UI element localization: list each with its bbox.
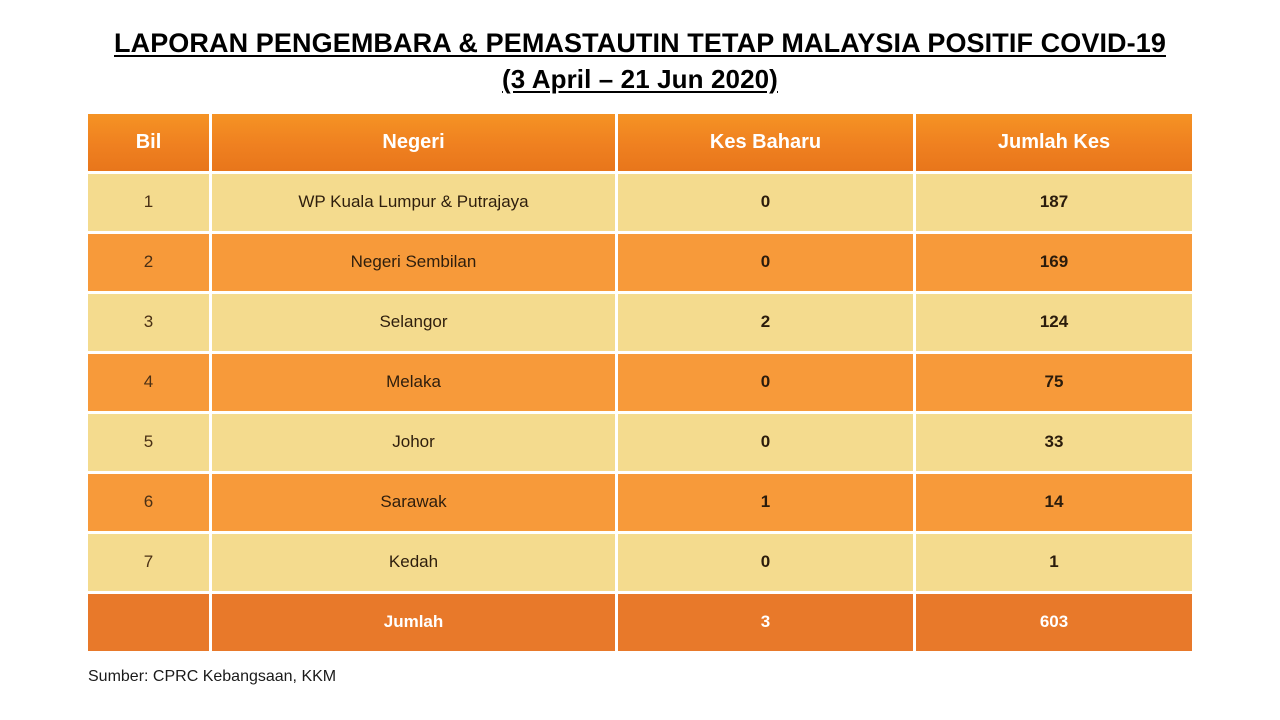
cell-bil: 2 <box>88 234 212 294</box>
cell-bil: 1 <box>88 174 212 234</box>
table-header-row <box>88 114 1192 174</box>
source-note: Sumber: CPRC Kebangsaan, KKM <box>88 667 337 685</box>
table-body <box>88 174 1192 594</box>
cell-jumlah-kes: 33 <box>916 414 1192 474</box>
table-row <box>88 174 1192 234</box>
cell-bil: 7 <box>88 534 212 594</box>
cell-bil: 3 <box>88 294 212 354</box>
table-row <box>88 294 1192 354</box>
report-table <box>88 114 1192 654</box>
total-label: Jumlah <box>212 594 618 654</box>
table-footer <box>88 594 1192 654</box>
total-kes-baharu: 3 <box>618 594 916 654</box>
column-header-kes-baharu: Kes Baharu <box>618 114 916 174</box>
cell-jumlah-kes: 124 <box>916 294 1192 354</box>
cell-bil: 5 <box>88 414 212 474</box>
title-line-1: LAPORAN PENGEMBARA & PEMASTAUTIN TETAP MALAYSIA POSITIF COVID-19 <box>114 28 1166 58</box>
cell-jumlah-kes: 169 <box>916 234 1192 294</box>
cell-jumlah-kes: 1 <box>916 534 1192 594</box>
column-header-jumlah-kes: Jumlah Kes <box>916 114 1192 174</box>
cell-bil: 6 <box>88 474 212 534</box>
cell-negeri: Melaka <box>212 354 618 414</box>
cell-jumlah-kes: 75 <box>916 354 1192 414</box>
page-title <box>0 0 1280 96</box>
cell-negeri: Negeri Sembilan <box>212 234 618 294</box>
cell-kes-baharu: 0 <box>618 234 916 294</box>
column-header-bil: Bil <box>88 114 212 174</box>
cell-negeri: WP Kuala Lumpur & Putrajaya <box>212 174 618 234</box>
cell-negeri: Selangor <box>212 294 618 354</box>
cell-kes-baharu: 2 <box>618 294 916 354</box>
title-line-2: (3 April – 21 Jun 2020) <box>502 63 778 94</box>
cell-kes-baharu: 0 <box>618 174 916 234</box>
total-row <box>88 594 1192 654</box>
total-jumlah-kes: 603 <box>916 594 1192 654</box>
cell-kes-baharu: 1 <box>618 474 916 534</box>
cell-jumlah-kes: 14 <box>916 474 1192 534</box>
cell-kes-baharu: 0 <box>618 414 916 474</box>
cell-negeri: Sarawak <box>212 474 618 534</box>
cell-jumlah-kes: 187 <box>916 174 1192 234</box>
table-header <box>88 114 1192 174</box>
table-row <box>88 234 1192 294</box>
cell-bil: 4 <box>88 354 212 414</box>
column-header-negeri: Negeri <box>212 114 618 174</box>
table-row <box>88 474 1192 534</box>
cell-negeri: Kedah <box>212 534 618 594</box>
cell-negeri: Johor <box>212 414 618 474</box>
table-row <box>88 414 1192 474</box>
report-table-wrapper <box>88 114 1192 654</box>
cell-kes-baharu: 0 <box>618 534 916 594</box>
cell-kes-baharu: 0 <box>618 354 916 414</box>
table-row <box>88 534 1192 594</box>
table-row <box>88 354 1192 414</box>
total-spacer-cell <box>88 594 212 654</box>
